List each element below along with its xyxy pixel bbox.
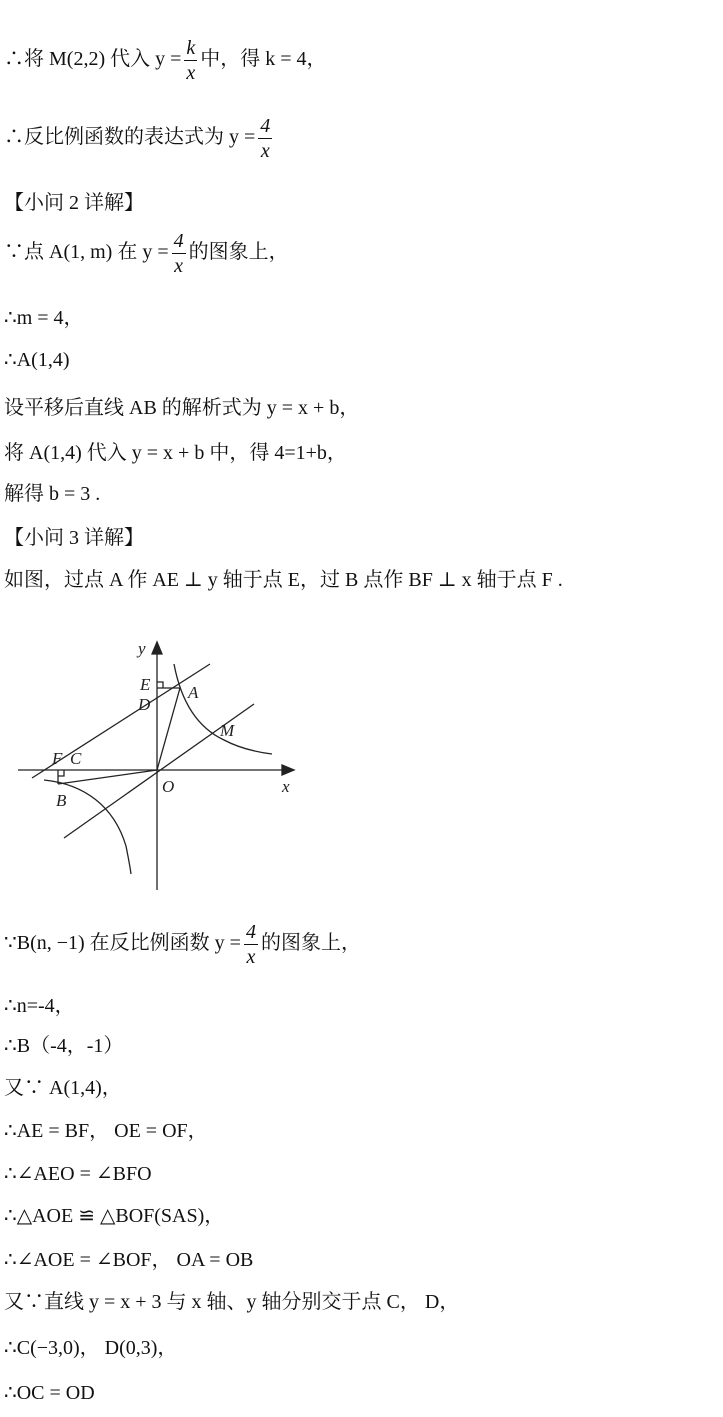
solution-line: ∴B（-4，-1） (4, 1035, 124, 1057)
solution-line: ∴m = 4， (4, 307, 84, 329)
solution-line: 【小问 3 详解】 (4, 527, 144, 549)
line-text-pre: ∴将 M(2,2) 代入 y = (4, 48, 182, 71)
label-d: D (138, 695, 151, 714)
solution-line: ∴OC = OD (4, 1382, 95, 1404)
solution-line (4, 116, 275, 161)
right-angle-f (58, 770, 64, 776)
fraction-denominator: x (260, 140, 270, 162)
solution-line: ∴C(−3,0)， D(0,3)， (4, 1337, 178, 1359)
line-text-post: 中，得 k = 4， (200, 48, 327, 71)
y-axis-arrow (152, 642, 162, 654)
solution-line: 如图，过点 A 作 AE ⊥ y 轴于点 E，过 B 点作 BF ⊥ x 轴于点 F . (4, 569, 563, 591)
fraction (258, 116, 272, 161)
solution-line: ∴A(1,4) (4, 349, 70, 371)
x-axis-arrow (282, 765, 294, 775)
fraction (184, 38, 197, 83)
label-x: x (282, 777, 290, 796)
solution-line: 解得 b = 3 . (4, 483, 101, 505)
segment-oa (157, 688, 180, 770)
solution-line: ∴∠AOE = ∠BOF， OA = OB (4, 1249, 254, 1271)
solution-line: 设平移后直线 AB 的解析式为 y = x + b， (4, 397, 360, 419)
solution-line: ∴n=-4， (4, 995, 75, 1017)
line-text-pre: ∵点 A(1, m) 在 y = (4, 241, 169, 264)
label-e: E (140, 675, 151, 694)
fraction (172, 231, 186, 276)
line-text-post: 的图象上， (188, 241, 289, 264)
label-o: O (162, 777, 175, 796)
solution-line: 又∵ A(1,4)， (4, 1077, 122, 1099)
coordinate-figure (14, 636, 314, 901)
fraction-denominator: x (246, 946, 256, 968)
line-text-post: 的图象上， (260, 932, 361, 955)
right-angle-e (157, 682, 163, 688)
segment-ob (58, 770, 157, 784)
solution-line: 将 A(1,4) 代入 y = x + b 中，得 4=1+b， (4, 442, 347, 464)
label-y: y (138, 639, 146, 658)
solution-line: 又∵直线 y = x + 3 与 x 轴、y 轴分别交于点 C， D， (4, 1291, 460, 1313)
fraction-numerator: k (186, 37, 196, 59)
fraction (244, 922, 258, 967)
fraction-numerator: 4 (245, 921, 256, 943)
solution-line: 【小问 2 详解】 (4, 192, 144, 214)
label-c: C (70, 749, 82, 768)
fraction-denominator: x (186, 62, 196, 84)
line-text-pre: ∴反比例函数的表达式为 y = (4, 126, 256, 149)
label-m: M (220, 721, 235, 740)
solution-line: ∴AE = BF， OE = OF， (4, 1120, 208, 1142)
solution-line (4, 231, 289, 276)
solution-line (4, 922, 361, 967)
solution-line: ∴∠AEO = ∠BFO (4, 1163, 152, 1185)
line-text-pre: ∵B(n, −1) 在反比例函数 y = (4, 932, 241, 955)
fraction-numerator: 4 (260, 115, 271, 137)
label-b: B (56, 791, 67, 810)
solution-line (4, 38, 327, 83)
label-f: F (52, 749, 63, 768)
fraction-numerator: 4 (173, 230, 184, 252)
solution-line: ∴△AOE ≌ △BOF(SAS)， (4, 1205, 225, 1227)
fraction-denominator: x (174, 255, 184, 277)
label-a: A (188, 683, 199, 702)
